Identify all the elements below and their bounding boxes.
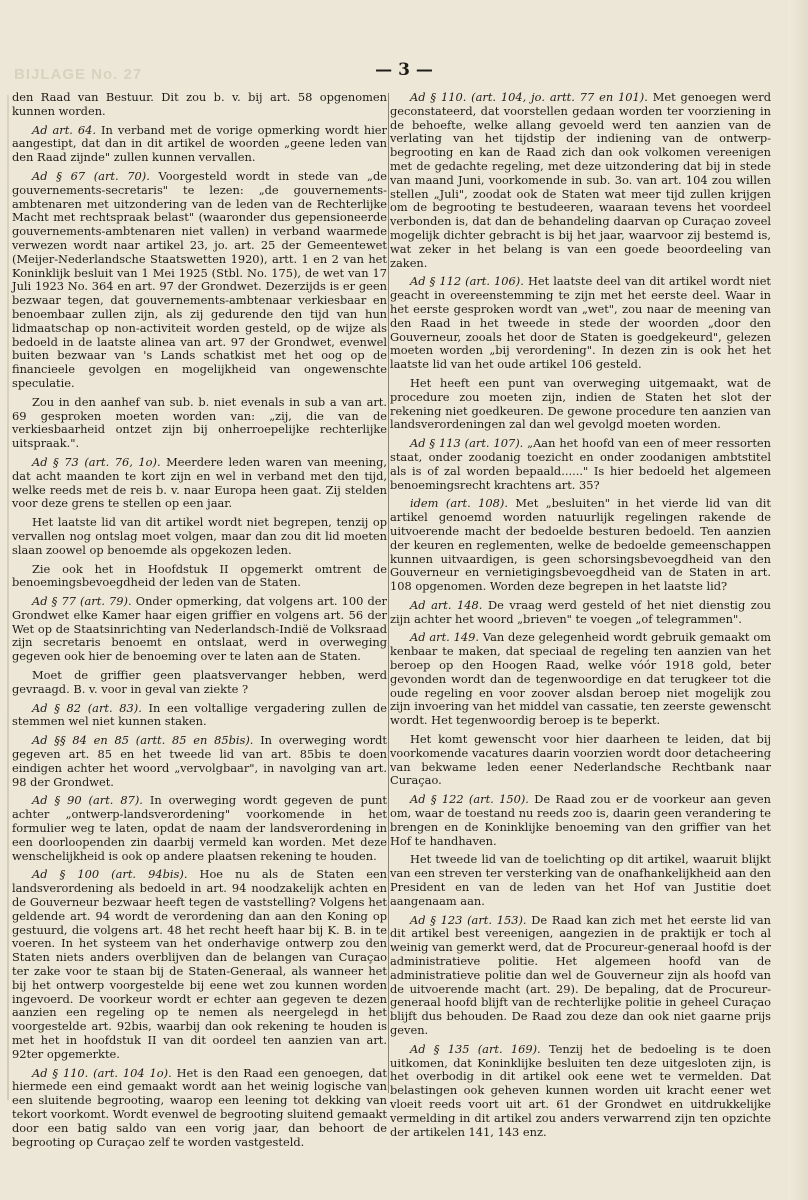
paragraph-lead: Ad § 122 (art. 150). (410, 792, 529, 807)
paragraph (390, 793, 771, 848)
paragraph-text: De Raad zou er de voorkeur aan geven om, waar de toestand nu reeds zoo is, daarin geen verandering te brengen en de Koninklijke benoeming van den griffier van het Hof te handhaven. (390, 792, 772, 848)
paragraph-text: De Raad kan zich met het eerste lid van dit artikel best vereenigen, aangezien in de praktijk er toch al weinig van gemerkt werd, dat de Procureur-generaal hoofd is der administratieve politie. Het algemeen hoofd van de administratieve politie dan wel de Gouverneur zijn als hoofd van de uitvoerende macht (art. 29). De bepaling, dat de Procureur-generaal hoofd blijft van de rechterlijke politie in geheel Curaçao blijft dus behouden. De Raad zou deze dan ook niet gaarne prijs geven. (390, 912, 772, 1037)
paragraph (12, 734, 387, 789)
paragraph-text: De vraag werd gesteld of het niet dienstig zou zijn achter het woord „brieven" te voegen „of telegrammen". (390, 597, 771, 626)
paragraph-text: Zou in den aanhef van sub. b. niet evenals in sub a van art. 69 gesproken moeten worden van: „zij, die van de verkiesbaarheid ontzet zijn bij onherroepelijke rechterlijke uitspraak.". (12, 394, 387, 451)
paragraph-lead: Ad § 67 (art. 70). (32, 168, 150, 183)
supplement-stamp: BIJLAGE No. 27 (14, 66, 143, 83)
paragraph (390, 275, 771, 372)
paragraph (12, 170, 387, 391)
paragraph (12, 702, 387, 730)
paragraph-lead: idem (art. 108). (410, 496, 508, 511)
paragraph (12, 456, 387, 511)
paragraph-text: Van deze gelegenheid wordt gebruik gemaakt om kenbaar te maken, dat speciaal de regeling ten aanzien van het beroep op den Hoogen Raad, welke vóór 1918 gold, beter gevonden wordt dan de tegenwoordige en dat terugkeer tot die oude regeling en voor zoover alsdan beroep niet mogelijk zou zijn invoering van het middel van cassatie, ten zeerste gewenscht wordt. Het tegenwoordig beroep is te beperkt. (390, 630, 772, 728)
paragraph-lead: Ad § 73 (art. 76, 1o). (32, 454, 161, 469)
paragraph-lead: Ad § 135 (art. 169). (410, 1041, 541, 1056)
paragraph-text: In verband met de vorige opmerking wordt hier aangestipt, dat dan in dit artikel de woorden „geene leden van den Raad zijnde" zullen kunnen vervallen. (12, 122, 387, 165)
page-edge (788, 0, 808, 1200)
paragraph-lead: Ad § 113 (art. 107). (410, 436, 524, 451)
paragraph (390, 437, 771, 492)
paragraph (12, 516, 387, 557)
paragraph (390, 497, 771, 594)
paragraph-lead: Ad art. 64. (32, 122, 97, 137)
paragraph (390, 599, 771, 627)
paragraph (12, 1067, 387, 1150)
paragraph-lead: Ad art. 148. (410, 597, 483, 612)
paragraph-text: Het laatste deel van dit artikel wordt niet geacht in overeenstemming te zijn met het eerste deel. Waar in het eerste gesproken wordt van „wet", zou naar de meening van den Raad in het tweede in stede der woorden „door den Gouverneur, zooals het door de Staten is goedgekeurd", gelezen moeten worden „bij verordening". In dezen zin is ook het het laatste lid van het oude artikel 106 gesteld. (390, 274, 772, 372)
paragraph-text: Onder opmerking, dat volgens art. 100 der Grondwet elke Kamer haar eigen griffier en volgens art. 56 der Wet op de Staatsinrichting van Nederlandsch-Indië de Volksraad zijn secretaris benoemt en ontslaat, werd in overweging gegeven ook hier de benoeming over te laten aan de Staten. (12, 594, 387, 664)
left-column (12, 90, 388, 1149)
paragraph-text: Meerdere leden waren van meening, dat acht maanden te kort zijn en wel in verband met den tijd, welke reeds met de reis b. v. naar Europa heen gaat. Zij stelden voor deze grens te stellen op een jaar. (12, 454, 387, 511)
paragraph-text: In overweging wordt gegeven de punt achter „ontwerp-landsverordening" voorkomende in het formulier weg te laten, opdat de naam der landsverordening in een doorloopenden zin daarbij vermeld kan worden. Met deze wenschelijkheid is ook op andere plaatsen rekening te houden. (12, 793, 387, 863)
paragraph (12, 868, 387, 1061)
paragraph (390, 91, 771, 270)
paragraph-text: In overweging wordt gegeven art. 85 en het tweede lid van art. 85bis te doen eindigen achter het woord „vervolgbaar", in navolging van art. 98 der Grondwet. (12, 733, 387, 789)
paragraph (12, 794, 387, 863)
paragraph-lead: Ad § 82 (art. 83). (32, 700, 142, 715)
paragraph-text: Met „besluiten" in het vierde lid van dit artikel genoemd worden natuurlijk regelingen rakende de uitvoerende macht der bedoelde besturen bedoeld. Ten aanzien der keuren en reglementen, welke de bedoelde gemeenschappen kunnen uitvaardigen, is geen schorsingsbevoegdheid van den Gouverneur en vernietigingsbevoegdheid van de Staten in art. 108 opgenomen. Worden deze begrepen in het laatste lid? (390, 496, 771, 594)
paragraph-lead: Ad art. 149. (410, 630, 480, 645)
paragraph-text: Het tweede lid van de toelichting op dit artikel, waaruit blijkt van een streven ter versterking van de onafhankelijkheid aan den President en van de leden van het Hof van Justitie doet aangenaam aan. (390, 852, 771, 908)
paragraph (12, 595, 387, 664)
paragraph-text: Tenzij het de bedoeling is te doen uitkomen, dat Koninklijke besluiten ten deze uitgesloten zijn, is het overbodig in dit artikel ook eene wet te vermelden. Dat belastingen ook geheven kunnen worden uit kracht eener wet vloeit reeds voort uit art. 61 der Grondwet en uitdrukkelijke vermelding in dit artikel zou anders verwarrend zijn ten opzichte der artikelen 141, 143 enz. (390, 1041, 772, 1139)
paragraph-text: Met genoegen werd geconstateerd, dat voorstellen gedaan worden ter voorziening in de behoefte, welke allang gevoeld werd ten aanzien van de verlating van het tijdstip der indiening van de ontwerp-begrooting en kan de Raad zich dan ook volkomen vereenigen met de gedachte regeling, met deze uitzondering dat bij in stede van maand Juni, voorkomende in sub. 3o. van art. 104 zou willen stellen „Juli", zoodat ook de Staten wat meer tijd zullen krijgen om de begrooting te bestudeeren, waaraan tevens het voordeel verbonden is, dat dan de behandeling daarvan op Curaçao zoveel mogelijk dichter gebracht is bij het jaar, waarvoor zij bestemd is, wat zeker in het belang is van een goede beoordeeling van zaken. (390, 90, 771, 270)
paragraph (390, 631, 771, 728)
paragraph-text: Moet de griffier geen plaatsvervanger hebben, werd gevraagd. B. v. voor in geval van ziekte ? (12, 668, 387, 696)
paragraph (390, 914, 771, 1038)
paragraph-lead: Ad § 77 (art. 79). (32, 594, 132, 609)
paragraph (12, 91, 387, 119)
paragraph-text: Het komt gewenscht voor hier daarheen te leiden, dat bij voorkomende vacatures daarin voorzien wordt door detacheering van bekwame leden eener Nederlandsche Rechtbank naar Curaçao. (390, 732, 771, 788)
paragraph-text: Het heeft een punt van overweging uitgemaakt, wat de procedure zou moeten zijn, indien de Staten het slot der rekening niet goedkeuren. De gewone procedure ten aanzien van landsverordeningen zal dan wel gevolgd moeten worden. (390, 375, 771, 432)
paragraph-lead: Ad § 100 (art. 94bis). (32, 867, 188, 882)
right-column (390, 90, 772, 1139)
paragraph (12, 669, 387, 697)
paragraph-text: In een voltallige vergadering zullen de stemmen wel niet kunnen staken. (12, 700, 387, 729)
paragraph-text: den Raad van Bestuur. Dit zou b. v. bij art. 58 opgenomen kunnen worden. (12, 90, 387, 118)
paragraph-lead: Ad § 112 (art. 106). (410, 274, 524, 289)
paragraph (12, 124, 387, 165)
paragraph-text: Zie ook het in Hoofdstuk II opgemerkt omtrent de benoemingsbevoegdheid der leden van de Staten. (12, 561, 387, 590)
paragraph (390, 733, 771, 788)
paragraph (12, 563, 387, 591)
page-number: — 3 — (375, 60, 433, 80)
paragraph-text: Het is den Raad een genoegen, dat hiermede een eind gemaakt wordt aan het weinig logische van een sluitende begrooting, waarop een leening tot dekking van tekort voorkomt. Wordt evenwel de begrooting sluitend gemaakt door een batig saldo van een vorig jaar, dan behoort de begrooting op Curaçao zelf te worden vastgesteld. (12, 1065, 388, 1149)
paragraph (390, 853, 771, 908)
paragraph-lead: Ad § 123 (art. 153). (410, 912, 527, 927)
paragraph (12, 396, 387, 451)
paragraph-lead: Ad §§ 84 en 85 (artt. 85 en 85bis). (32, 733, 254, 748)
paragraph-lead: Ad § 110. (art. 104, jo. artt. 77 en 101). (410, 90, 648, 104)
paragraph-lead: Ad § 110. (art. 104 1o). (32, 1065, 172, 1080)
column-divider (388, 93, 389, 1093)
paragraph-text: „Aan het hoofd van een of meer ressorten staat, onder zoodanig toezicht en onder zoodanigen ambtstitel als is of zal worden bepaald......" Is hier bedoeld het algemeen benoemingsrecht krachtens art. 35? (390, 436, 771, 492)
paragraph-text: Het laatste lid van dit artikel wordt niet begrepen, tenzij op vervallen nog ontslag moet volgen, maar dan zou dit lid moeten slaan zoowel op benoemde als opgekozen leden. (12, 515, 387, 557)
paragraph-lead: Ad § 90 (art. 87). (32, 793, 143, 808)
binding-mark (7, 95, 9, 1100)
paragraph-text: Hoe nu als de Staten een landsverordening als bedoeld in art. 94 noodzakelijk achten en de Gouverneur bezwaar heeft tegen de vaststelling? Volgens het geldende art. 94 wordt de verordening dan aan den Koning op gestuurd, die volgens art. 48 het recht heeft haar bij K. B. in te voeren. In het systeem van het onderhavige ontwerp zou den Staten niets anders overblijven dan de belangen van Curaçao ter zake voor te staan bij de Staten-Generaal, als wanneer het bij het ontwerp voorgestelde bij eene wet zou kunnen worden ingevoerd. De voorkeur wordt er echter aan gegeven te dezen aanzien een regeling op te nemen als neergelegd in het voorgestelde art. 92bis, waarbij dan ook rekening te houden is met het in hoofdstuk II van dit oordeel ten aanzien van art. 92ter opgemerkte. (12, 867, 388, 1061)
paragraph (390, 377, 771, 432)
paragraph-text: Voorgesteld wordt in stede van „de gouvernements-secretaris" te lezen: „de gouvernements-ambtenaren met uitzondering van de leden van de Rechterlijke Macht met rechtspraak belast" (waaronder dus gepensioneerde gouvernements-ambtenaren niet vallen) in verband waarmede verwezen wordt naar artikel 23, jo. art. 25 der Gemeentewet (Meijer-Nederlandsche Staatswetten 1920), artt. 1 en 2 van het Koninklijk besluit van 1 Mei 1925 (Stbl. No. 175), de wet van 17 Juli 1923 No. 364 en art. 97 der Grondwet. Dezerzijds is er geen bezwaar tegen, dat gouvernements-ambtenaar verkiesbaar en benoembaar zullen zijn, als zij gedurende den tijd van hun lidmaatschap op non-activiteit worden gesteld, op de wijze als bedoeld in de laatste alinea van art. 97 der Grondwet, evenwel buiten bezwaar van 's Lands schatkist met het oog op de financieele gevolgen en mogelijkheid van ongewenschte speculatie. (12, 168, 387, 390)
paragraph (390, 1043, 771, 1140)
